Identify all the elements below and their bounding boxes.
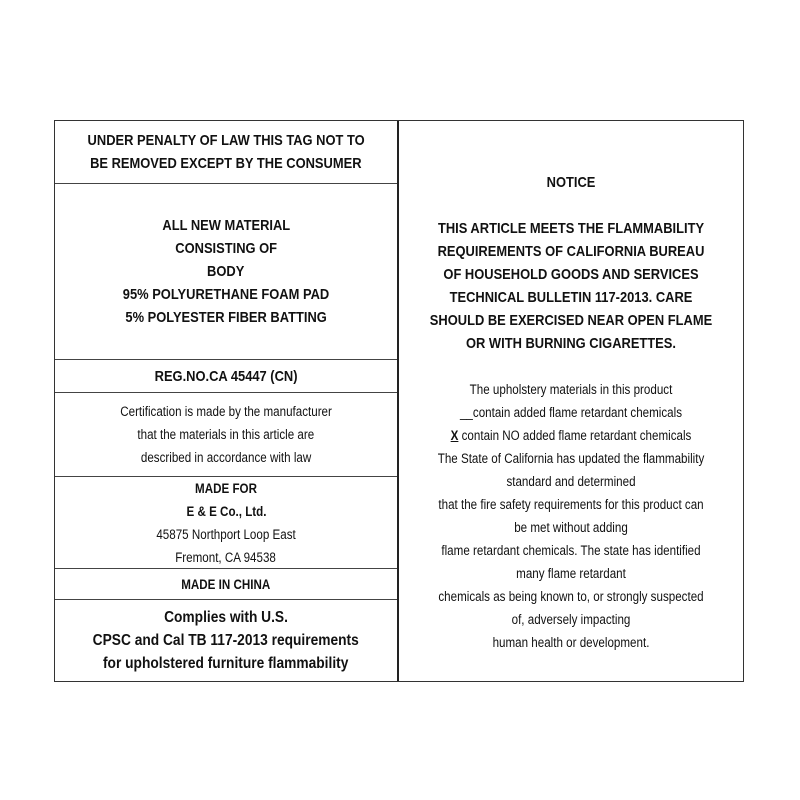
notice-line-4: TECHNICAL BULLETIN 117-2013. CARE [449,289,693,306]
material-line-3: BODY [207,263,245,280]
made-for-label: MADE FOR [195,480,257,496]
material-line-1: ALL NEW MATERIAL [162,217,290,234]
certification-line-2: that the materials in this article are [137,427,315,442]
option-contain-mark: __ [459,405,473,420]
notice-title-block [399,171,743,194]
state-line-2: standard and determined [506,474,636,489]
state-line-1: The State of California has updated the flammability [437,451,705,466]
material-section [55,184,397,360]
state-line-4: be met without adding [514,520,628,535]
state-line-5: flame retardant chemicals. The state has identified [441,543,701,558]
certification-line-1: Certification is made by the manufacturer [120,404,332,419]
option-contain-text: contain added flame retardant chemicals [472,405,683,420]
origin-section [55,569,397,600]
option-contain [423,401,719,424]
notice-line-6: OR WITH BURNING CIGARETTES. [465,335,676,352]
complies-line-1: Complies with U.S. [164,609,288,626]
material-line-2: CONSISTING OF [175,240,277,257]
certification-line-3: described in accordance with law [140,450,312,465]
reg-number-section [55,360,397,393]
state-line-3: that the fire safety requirements for this product can [438,497,704,512]
material-line-5: 5% POLYESTER FIBER BATTING [125,309,327,326]
materials-disclosure [399,378,743,654]
made-for-section [55,477,397,569]
address-line-1: 45875 Northport Loop East [156,526,296,542]
reg-number: REG.NO.CA 45447 (CN) [154,367,298,385]
material-line-4: 95% POLYURETHANE FOAM PAD [122,286,330,303]
notice-line-3: OF HOUSEHOLD GOODS AND SERVICES [443,266,699,283]
warning-line-1: UNDER PENALTY OF LAW THIS TAG NOT TO [87,132,365,149]
complies-line-2: CPSC and Cal TB 117-2013 requirements [92,632,360,649]
notice-body [399,217,743,355]
address-line-2: Fremont, CA 94538 [175,549,277,565]
warning-line-2: BE REMOVED EXCEPT BY THE CONSUMER [90,155,362,172]
state-line-9: human health or development. [492,635,650,650]
materials-intro: The upholstery materials in this product [469,382,673,397]
tag-left-column [55,121,399,681]
warning-section [55,121,397,184]
law-tag [54,120,744,682]
made-in-label: MADE IN CHINA [181,576,271,592]
option-no-mark: X [450,428,459,443]
company-name: E & E Co., Ltd. [186,503,266,519]
state-line-7: chemicals as being known to, or strongly suspected [438,589,704,604]
notice-line-2: REQUIREMENTS OF CALIFORNIA BUREAU [437,243,705,260]
certification-section [55,393,397,477]
notice-title: NOTICE [546,174,596,191]
complies-line-3: for upholstered furniture flammability [103,655,349,672]
tag-right-column [399,121,743,681]
notice-line-1: THIS ARTICLE MEETS THE FLAMMABILITY [437,220,705,237]
option-no [423,424,719,447]
state-line-6: many flame retardant [516,566,626,581]
compliance-section [55,600,397,681]
option-no-text: contain NO added flame retardant chemicals [458,428,692,443]
notice-line-5: SHOULD BE EXERCISED NEAR OPEN FLAME [429,312,713,329]
state-line-8: of, adversely impacting [511,612,631,627]
